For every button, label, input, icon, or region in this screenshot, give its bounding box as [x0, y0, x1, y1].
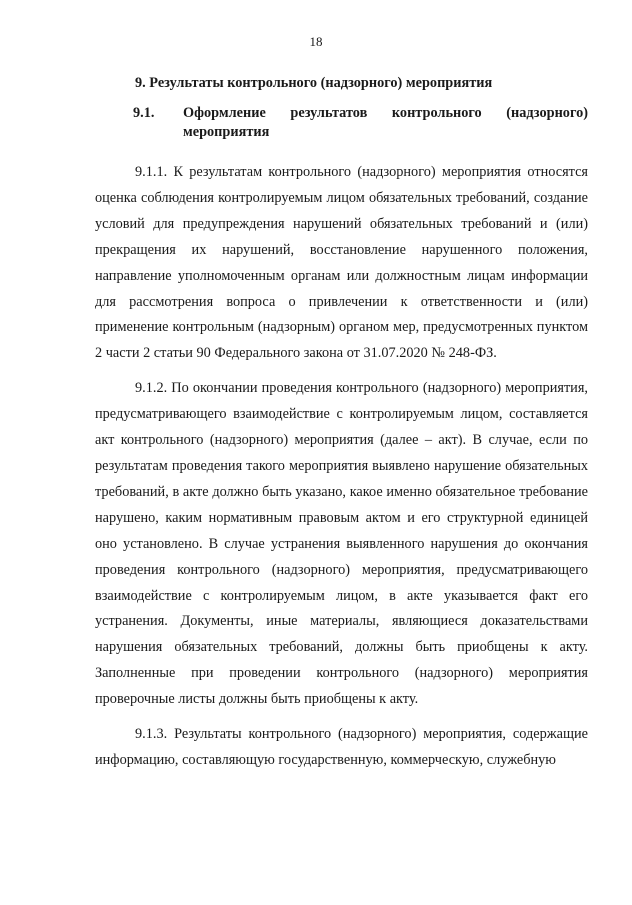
page-number: 18 [309, 34, 323, 49]
paragraph-9-1-3: 9.1.3. Результаты контрольного (надзорного) мероприятия, содержащие информацию, составляющую государственную, коммерческую, служебную [95, 726, 588, 768]
subsection-title-line-1: Оформление результатов контрольного (надзорного) [183, 105, 588, 121]
subsection-number: 9.1. [133, 105, 155, 121]
subsection-title-line-2: мероприятия [183, 124, 270, 140]
subsection-title [183, 104, 588, 142]
section-heading: 9. Результаты контрольного (надзорного) мероприятия [135, 75, 493, 91]
paragraph-9-1-1: 9.1.1. К результатам контрольного (надзорного) мероприятия относятся оценка соблюдения контролируемым лицом обязательных требований, создание условий для предупреждения нарушений обязательных требований и (или) прекращения их нарушений, восстановление нарушенного положения, направление уполномоченным органам или должностным лицам информации для рассмотрения вопроса о привлечении к ответственности и (или) применение контрольным (надзорным) органом мер, предусмотренных пунктом 2 части 2 статьи 90 Федерального закона от 31.07.2020 № 248-ФЗ. [95, 164, 588, 362]
subsection-heading [95, 104, 588, 142]
page-content [95, 72, 588, 774]
paragraph-9-1-2: 9.1.2. По окончании проведения контрольного (надзорного) мероприятия, предусматривающего взаимодействие с контролируемым лицом, составляется акт контрольного (надзорного) мероприятия (далее – акт). В случае, если по результатам проведения такого мероприятия выявлено нарушение обязательных требований, в акте должно быть указано, какое именно обязательное требование нарушено, каким нормативным правовым актом и его структурной единицей оно установлено. В случае устранения выявленного нарушения до окончания проведения контрольного (надзорного) мероприятия, предусматривающего взаимодействие с контролируемым лицом, в акте указывается факт его устранения. Документы, иные материалы, являющиеся доказательствами нарушения обязательных требований, должны быть приобщены к акту. Заполненные при проведении контрольного (надзорного) мероприятия проверочные листы должны быть приобщены к акту. [95, 380, 588, 708]
